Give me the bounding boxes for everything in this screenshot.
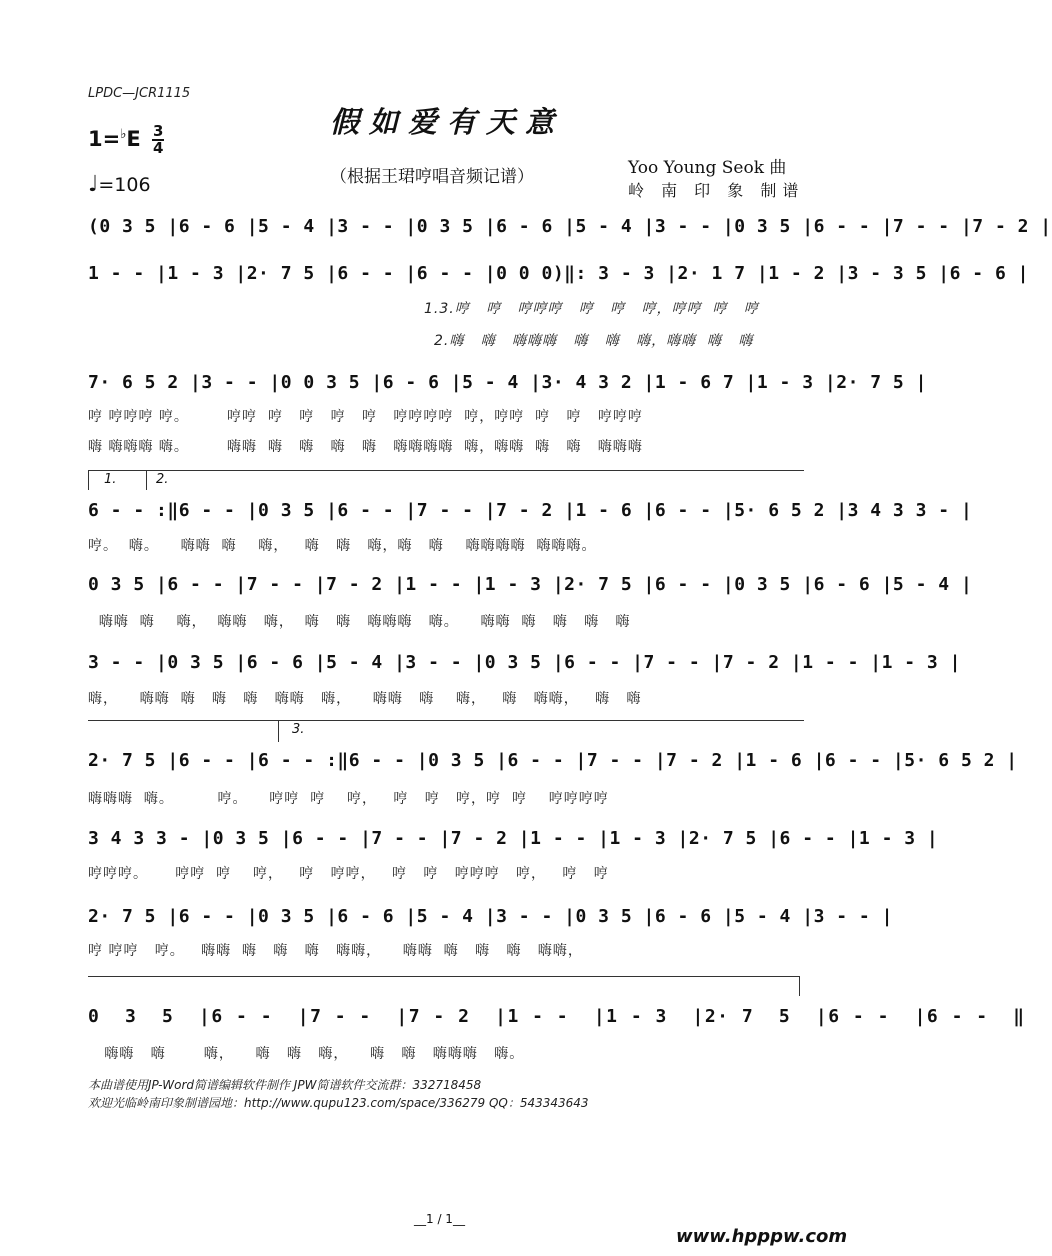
score-line-2: 1 - - |1 - 3 |2· 7 5 |6 - - |6 - - |0 0 0)‖: 3 - 3 |2· 1 7 |1 - 2 |3 - 3 5 |6 - 6 | [88,263,1029,284]
page-number: __1 / 1__ [414,1212,465,1226]
volta-3-label: 3. [292,722,305,737]
score-line-8: 3 4 3 3 - |0 3 5 |6 - - |7 - - |7 - 2 |1 - - |1 - 3 |2· 7 5 |6 - - |1 - 3 | [88,828,939,849]
time-denominator: 4 [153,139,164,157]
lyric-line-2b: 2.嗨 嗨 嗨嗨嗨 嗨 嗨 嗨，嗨嗨 嗨 嗨 [434,333,754,349]
volta-2-edge [146,470,147,490]
score-line-5: 0 3 5 |6 - - |7 - - |7 - 2 |1 - - |1 - 3 |2· 7 5 |6 - - |0 3 5 |6 - 6 |5 - 4 | [88,574,973,595]
catalog-number: LPDC—JCR1115 [88,86,191,101]
lyric-line-4: 哼。 嗨。 嗨嗨 嗨 嗨， 嗨 嗨 嗨，嗨 嗨 嗨嗨嗨嗨 嗨嗨嗨。 [88,538,597,554]
flat-symbol: ♭ [120,127,127,142]
tempo-value: =106 [98,174,151,196]
lyric-line-2a: 1.3.哼 哼 哼哼哼 哼 哼 哼，哼哼 哼 哼 [424,301,759,317]
score-line-3: 7· 6 5 2 |3 - - |0 0 3 5 |6 - 6 |5 - 4 |3· 4 3 2 |1 - 6 7 |1 - 3 |2· 7 5 | [88,372,927,393]
score-line-6: 3 - - |0 3 5 |6 - 6 |5 - 4 |3 - - |0 3 5 |6 - - |7 - - |7 - 2 |1 - - |1 - 3 | [88,652,961,673]
volta-3-bracket-line [88,720,804,721]
lyric-line-10: 嗨嗨 嗨 嗨， 嗨 嗨 嗨， 嗨 嗨 嗨嗨嗨 嗨。 [88,1046,525,1062]
final-bracket-line [88,976,800,977]
lyric-line-3b: 嗨 嗨嗨嗨 嗨。 嗨嗨 嗨 嗨 嗨 嗨 嗨嗨嗨嗨 嗨，嗨嗨 嗨 嗨 嗨嗨嗨 [88,439,643,455]
footer-site-note: 欢迎光临岭南印象制谱园地：http://www.qupu123.com/space/336279 QQ：543343643 [88,1096,589,1110]
volta-bracket-line [88,470,804,471]
time-numerator: 3 [153,122,164,140]
volta-1-edge [88,470,89,490]
lyric-line-5: 嗨嗨 嗨 嗨， 嗨嗨 嗨， 嗨 嗨 嗨嗨嗨 嗨。 嗨嗨 嗨 嗨 嗨 嗨 [88,614,631,630]
score-line-4: 6 - - :‖6 - - |0 3 5 |6 - - |7 - - |7 - 2 |1 - 6 |6 - - |5· 6 5 2 |3 4 3 3 - | [88,500,973,521]
lyric-line-9: 哼 哼哼 哼。 嗨嗨 嗨 嗨 嗨 嗨嗨， 嗨嗨 嗨 嗨 嗨 嗨嗨， [88,943,583,959]
website-watermark: www.hpppw.com [676,1226,848,1247]
lyric-line-7: 嗨嗨嗨 嗨。 哼。 哼哼 哼 哼， 哼 哼 哼，哼 哼 哼哼哼哼 [88,791,609,807]
time-signature [152,124,164,156]
key-note: E [126,127,141,151]
score-line-9: 2· 7 5 |6 - - |0 3 5 |6 - 6 |5 - 4 |3 - - |0 3 5 |6 - 6 |5 - 4 |3 - - | [88,906,893,927]
lyric-line-3a: 哼 哼哼哼 哼。 哼哼 哼 哼 哼 哼 哼哼哼哼 哼，哼哼 哼 哼 哼哼哼 [88,409,643,425]
song-title: 假如爱有天意 [330,105,565,139]
volta-2-label: 2. [156,472,169,487]
score-line-7: 2· 7 5 |6 - - |6 - - :‖6 - - |0 3 5 |6 - - |7 - - |7 - 2 |1 - 6 |6 - - |5· 6 5 2 | [88,750,1018,771]
score-line-10: 0 3 5 |6 - - |7 - - |7 - 2 |1 - - |1 - 3 |2· 7 5 |6 - - |6 - - ‖ [88,1006,1026,1027]
subtitle: （根据王珺哼唱音频记谱） [330,167,534,187]
score-line-1: (0 3 5 |6 - 6 |5 - 4 |3 - - |0 3 5 |6 - 6 |5 - 4 |3 - - |0 3 5 |6 - - |7 - - |7 - 2 | [88,216,1052,237]
lyric-line-8: 哼哼哼。 哼哼 哼 哼， 哼 哼哼， 哼 哼 哼哼哼 哼， 哼 哼 [88,866,609,882]
key-prefix: 1= [88,127,121,151]
volta-1-label: 1. [104,472,117,487]
tempo-marking [88,172,151,197]
lyric-line-6: 嗨， 嗨嗨 嗨 嗨 嗨 嗨嗨 嗨， 嗨嗨 嗨 嗨， 嗨 嗨嗨， 嗨 嗨 [88,691,642,707]
final-bracket-edge [799,976,800,996]
composer-credit: Yoo Young Seok 曲 [628,158,787,178]
footer-software-note: 本曲谱使用JP-Word简谱编辑软件制作 JPW简谱软件交流群：332718458 [88,1078,482,1092]
quarter-note-icon: ♩ [88,172,99,197]
key-signature [88,124,164,156]
volta-3-edge [278,720,279,742]
arranger-credit: 岭 南 印 象 制谱 [628,181,805,200]
